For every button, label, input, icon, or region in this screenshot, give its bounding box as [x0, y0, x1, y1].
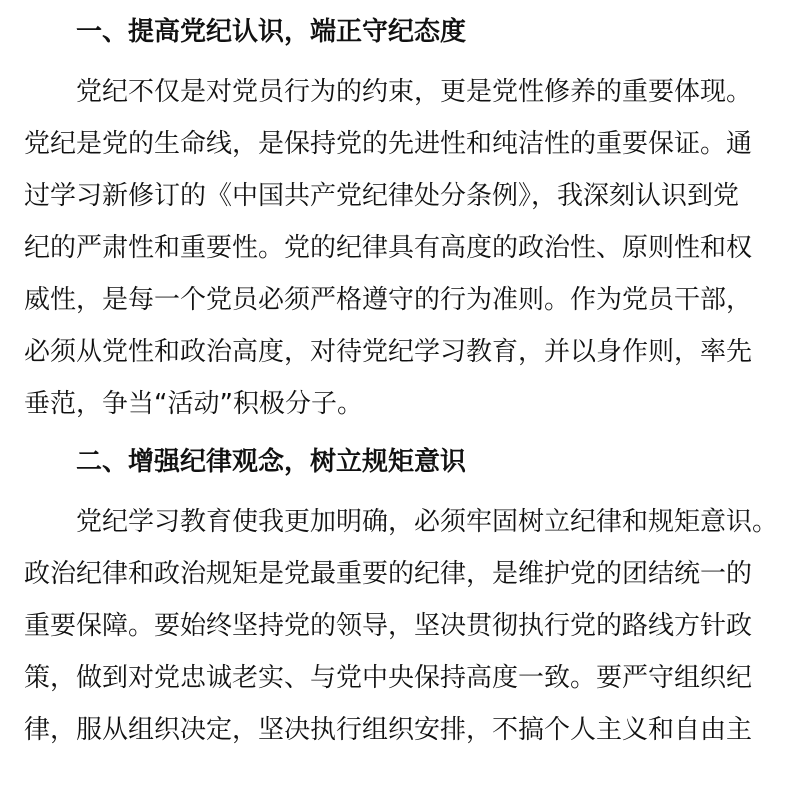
paragraph-line: 纪的严肃性和重要性。党的纪律具有高度的政治性、原则性和权 — [24, 233, 753, 263]
paragraph-line: 党纪不仅是对党员行为的约束，更是党性修养的重要体现。 — [76, 77, 753, 107]
paragraph-line: 政治纪律和政治规矩是党最重要的纪律，是维护党的团结统一的 — [24, 559, 753, 589]
paragraph-line: 重要保障。要始终坚持党的领导，坚决贯彻执行党的路线方针政 — [24, 611, 753, 641]
paragraph-line: 党纪学习教育使我更加明确，必须牢固树立纪律和规矩意识。 — [76, 507, 779, 537]
paragraph-line: 必须从党性和政治高度，对待党纪学习教育，并以身作则，率先 — [24, 337, 753, 367]
section-heading: 一、提高党纪认识，端正守纪态度 — [76, 17, 467, 47]
paragraph-line: 策，做到对党忠诚老实、与党中央保持高度一致。要严守组织纪 — [24, 663, 753, 693]
section-heading: 二、增强纪律观念，树立规矩意识 — [76, 447, 467, 477]
paragraph-line: 垂范，争当“活动”积极分子。 — [24, 389, 363, 419]
paragraph-line: 党纪是党的生命线，是保持党的先进性和纯洁性的重要保证。通 — [24, 129, 753, 159]
paragraph-line: 律，服从组织决定，坚决执行组织安排，不搞个人主义和自由主 — [24, 715, 753, 745]
paragraph-line: 威性，是每一个党员必须严格遵守的行为准则。作为党员干部， — [24, 285, 753, 315]
paragraph-line: 过学习新修订的《中国共产党纪律处分条例》，我深刻认识到党 — [24, 181, 740, 211]
